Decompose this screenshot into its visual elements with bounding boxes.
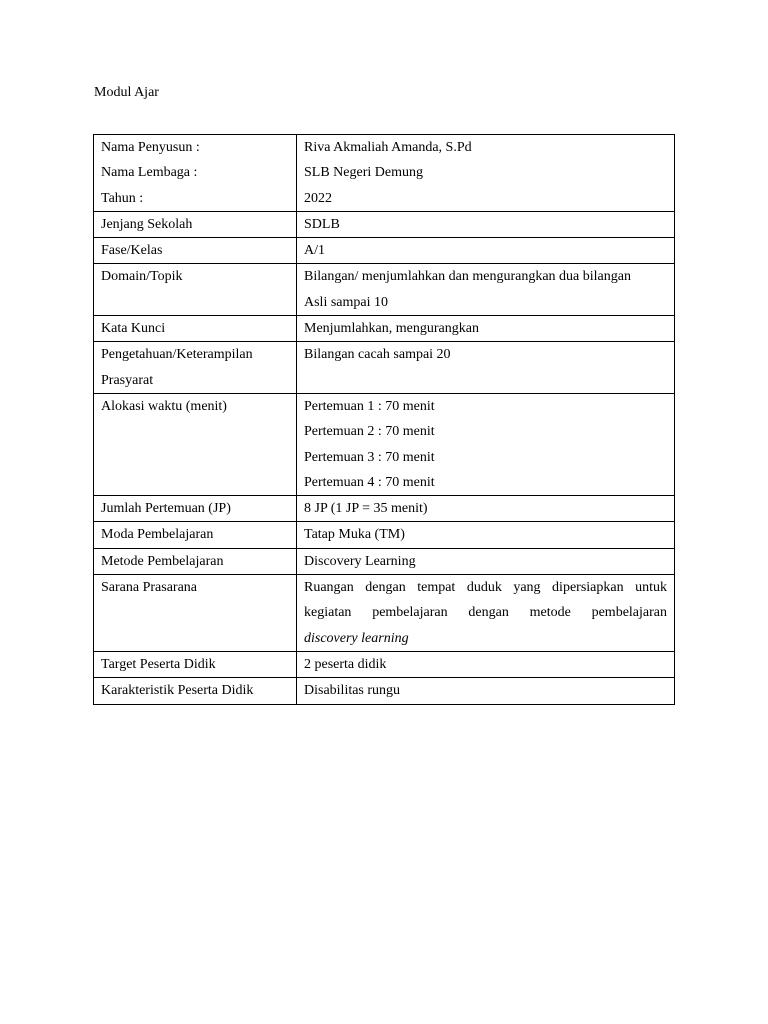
label-moda-pembelajaran — [94, 522, 297, 548]
label-jenjang-sekolah — [94, 211, 297, 237]
table-row-alokasi — [94, 393, 675, 495]
value-text: Disabilitas rungu — [304, 683, 401, 699]
value-text: SDLB — [304, 216, 340, 232]
value-target-peserta — [297, 651, 675, 677]
label-nama-lembaga: Nama Lembaga : — [101, 165, 198, 181]
value-text: Bilangan cacah sampai 20 — [304, 347, 451, 363]
label-text: Metode Pembelajaran — [101, 553, 224, 569]
table-row-sarana — [94, 575, 675, 652]
table-row-target — [94, 651, 675, 677]
table-row-moda — [94, 522, 675, 548]
value-domain-topik — [297, 264, 675, 316]
value-text: 2 peserta didik — [304, 656, 387, 672]
value-text: Menjumlahkan, mengurangkan — [304, 321, 479, 337]
label-text: Jenjang Sekolah — [101, 216, 193, 232]
value-text-italic: discovery learning — [304, 630, 409, 646]
value-tahun: 2022 — [304, 190, 332, 206]
pertemuan-3: Pertemuan 3 : 70 menit — [304, 449, 435, 465]
label-fase-kelas — [94, 238, 297, 264]
value-nama-lembaga: SLB Negeri Demung — [304, 165, 423, 181]
table-row-domain — [94, 264, 675, 316]
label-karakteristik-peserta — [94, 678, 297, 704]
table-row-karakteristik — [94, 678, 675, 704]
value-text-line-1: Ruangan dengan tempat duduk yang dipersiapkan untuk — [304, 580, 667, 596]
value-prasyarat — [297, 342, 675, 394]
table-row-metode — [94, 548, 675, 574]
label-sarana-prasarana — [94, 575, 297, 652]
value-alokasi-waktu — [297, 393, 675, 495]
label-domain-topik — [94, 264, 297, 316]
label-kata-kunci — [94, 316, 297, 342]
label-text: Sarana Prasarana — [101, 580, 198, 596]
value-text: A/1 — [304, 243, 325, 259]
label-text: Moda Pembelajaran — [101, 527, 214, 543]
label-nama-penyusun: Nama Penyusun : — [101, 140, 200, 155]
label-target-peserta — [94, 651, 297, 677]
label-text: Fase/Kelas — [101, 243, 163, 259]
label-jumlah-pertemuan — [94, 496, 297, 522]
label-text-line-1: Pengetahuan/Keterampilan — [101, 347, 253, 363]
value-text: Discovery Learning — [304, 553, 416, 569]
value-fase-kelas — [297, 238, 675, 264]
label-text-line-2: Prasyarat — [101, 372, 154, 388]
label-tahun: Tahun : — [101, 190, 144, 206]
label-text: Jumlah Pertemuan (JP) — [101, 501, 231, 517]
value-text-line-2: Asli sampai 10 — [304, 294, 388, 310]
identity-values — [297, 135, 675, 212]
value-karakteristik-peserta — [297, 678, 675, 704]
pertemuan-1: Pertemuan 1 : 70 menit — [304, 398, 435, 414]
table-row-fase — [94, 238, 675, 264]
label-text: Karakteristik Peserta Didik — [101, 683, 254, 699]
label-prasyarat — [94, 342, 297, 394]
label-text: Target Peserta Didik — [101, 656, 216, 672]
label-text: Kata Kunci — [101, 321, 166, 337]
value-text-line-1: Bilangan/ menjumlahkan dan mengurangkan dua bilangan — [304, 269, 631, 285]
value-text-line-2: kegiatan pembelajaran dengan metode pembelajaran — [304, 605, 667, 621]
modul-table — [93, 134, 675, 705]
pertemuan-4: Pertemuan 4 : 70 menit — [304, 474, 435, 490]
value-sarana-prasarana — [297, 575, 675, 652]
label-alokasi-waktu — [94, 393, 297, 495]
value-nama-penyusun: Riva Akmaliah Amanda, S.Pd — [304, 140, 472, 155]
table-row-jumlah-pertemuan — [94, 496, 675, 522]
value-metode-pembelajaran — [297, 548, 675, 574]
table-row-identity — [94, 135, 675, 212]
label-text: Domain/Topik — [101, 269, 183, 285]
document-title: Modul Ajar — [94, 85, 159, 100]
table-row-prasyarat — [94, 342, 675, 394]
value-kata-kunci — [297, 316, 675, 342]
label-text: Alokasi waktu (menit) — [101, 398, 227, 414]
identity-labels — [94, 135, 297, 212]
value-text: Tatap Muka (TM) — [304, 527, 405, 543]
pertemuan-2: Pertemuan 2 : 70 menit — [304, 424, 435, 440]
label-metode-pembelajaran — [94, 548, 297, 574]
value-text: 8 JP (1 JP = 35 menit) — [304, 501, 428, 517]
value-jumlah-pertemuan — [297, 496, 675, 522]
value-jenjang-sekolah — [297, 211, 675, 237]
value-moda-pembelajaran — [297, 522, 675, 548]
table-row-jenjang — [94, 211, 675, 237]
table-row-kata-kunci — [94, 316, 675, 342]
